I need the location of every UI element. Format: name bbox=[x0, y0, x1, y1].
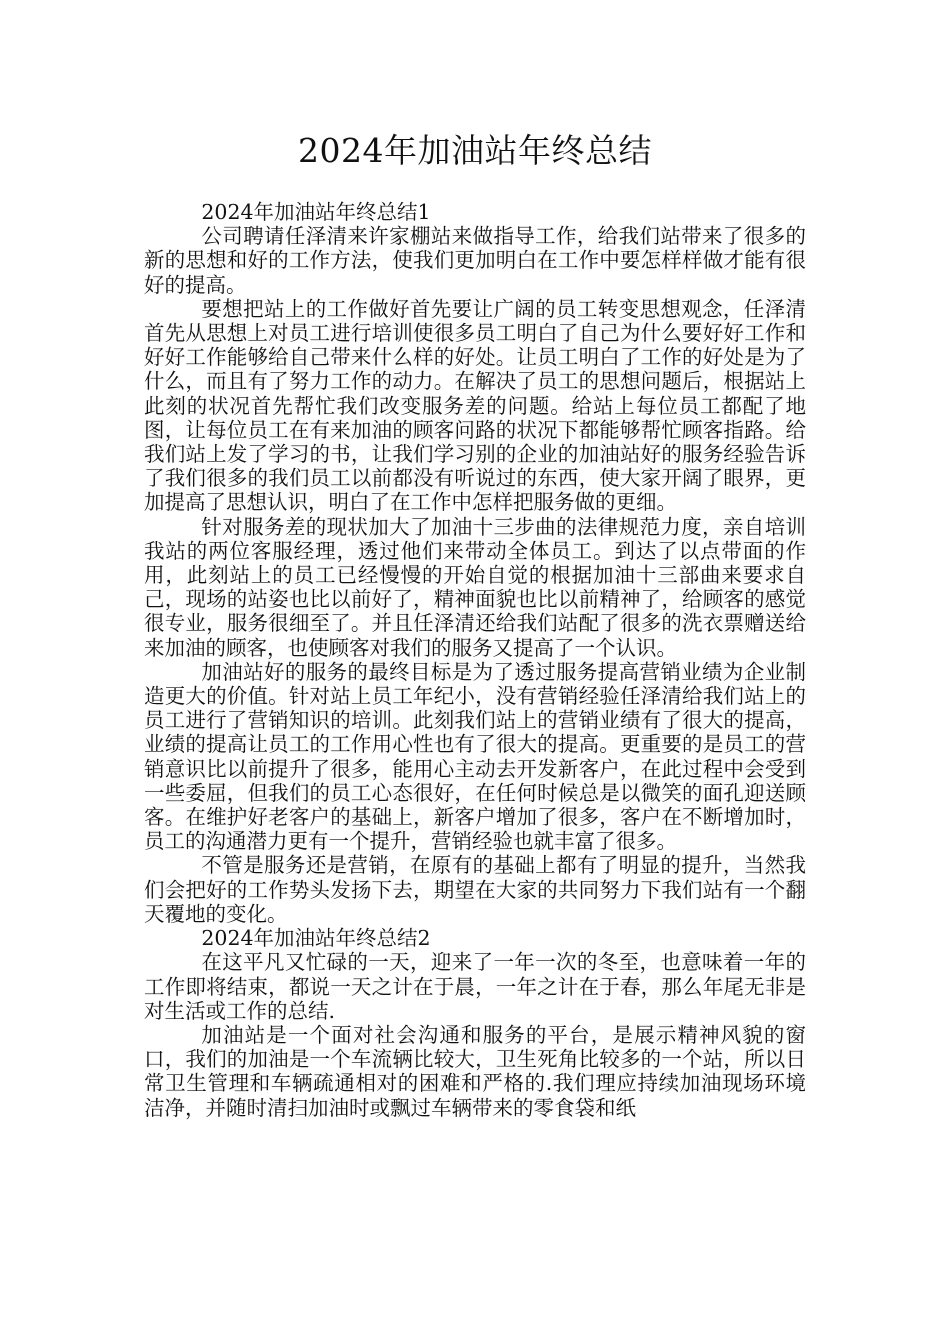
paragraph: 不管是服务还是营销，在原有的基础上都有了明显的提升，当然我们会把好的工作势头发扬下去，期望在大家的共同努力下我们站有一个翻天覆地的变化。 bbox=[144, 853, 806, 926]
paragraph: 在这平凡又忙碌的一天，迎来了一年一次的冬至，也意味着一年的工作即将结束，都说一天之计在于晨，一年之计在于春，那么年尾无非是对生活或工作的总结. bbox=[144, 950, 806, 1023]
section-heading-1: 2024年加油站年终总结1 bbox=[201, 200, 431, 224]
document-body bbox=[144, 200, 806, 1120]
paragraph: 加油站好的服务的最终目标是为了透过服务提高营销业绩为企业制造更大的价值。针对站上员工年纪小，没有营销经验任泽清给我们站上的员工进行了营销知识的培训。此刻我们站上的营销业绩有了很大的提高，业绩的提高让员工的工作用心性也有了很大的提高。更重要的是员工的营销意识比以前提升了很多，能用心主动去开发新客户，在此过程中会受到一些委屈，但我们的员工心态很好，在任何时候总是以微笑的面孔迎送顾客。在维护好老客户的基础上，新客户增加了很多，客户在不断增加时，员工的沟通潜力更有一个提升，营销经验也就丰富了很多。 bbox=[144, 659, 806, 854]
document-title: 2024年加油站年终总结 bbox=[298, 131, 652, 170]
paragraph: 公司聘请任泽清来许家棚站来做指导工作，给我们站带来了很多的新的思想和好的工作方法，使我们更加明白在工作中要怎样样做才能有很好的提高。 bbox=[144, 224, 806, 297]
paragraph: 针对服务差的现状加大了加油十三步曲的法律规范力度，亲自培训我站的两位客服经理，透过他们来带动全体员工。到达了以点带面的作用，此刻站上的员工已经慢慢的开始自觉的根据加油十三部曲来要求自己，现场的站姿也比以前好了，精神面貌也比以前精神了，给顾客的感觉很专业，服务很细至了。并且任泽清还给我们站配了很多的洗衣票赠送给来加油的顾客，也使顾客对我们的服务又提高了一个认识。 bbox=[144, 514, 806, 660]
section-heading-2: 2024年加油站年终总结2 bbox=[201, 926, 431, 951]
paragraph: 加油站是一个面对社会沟通和服务的平台，是展示精神风貌的窗口，我们的加油是一个车流辆比较大，卫生死角比较多的一个站，所以日常卫生管理和车辆疏通相对的困难和严格的.我们理应持续加油现场环境洁净，并随时清扫加油时或飘过车辆带来的零食袋和纸 bbox=[144, 1022, 806, 1120]
paragraph: 要想把站上的工作做好首先要让广阔的员工转变思想观念，任泽清首先从思想上对员工进行培训使很多员工明白了自己为什么要好好工作和好好工作能够给自己带来什么样的好处。让员工明白了工作的好处是为了什么，而且有了努力工作的动力。在解决了员工的思想问题后，根据站上此刻的状况首先帮忙我们改变服务差的问题。给站上每位员工都配了地图，让每位员工在有来加油的顾客问路的状况下都能够帮忙顾客指路。给我们站上发了学习的书，让我们学习别的企业的加油站好的服务经验告诉了我们很多的我们员工以前都没有听说过的东西，使大家开阔了眼界，更加提高了思想认识，明白了在工作中怎样把服务做的更细。 bbox=[144, 296, 806, 515]
